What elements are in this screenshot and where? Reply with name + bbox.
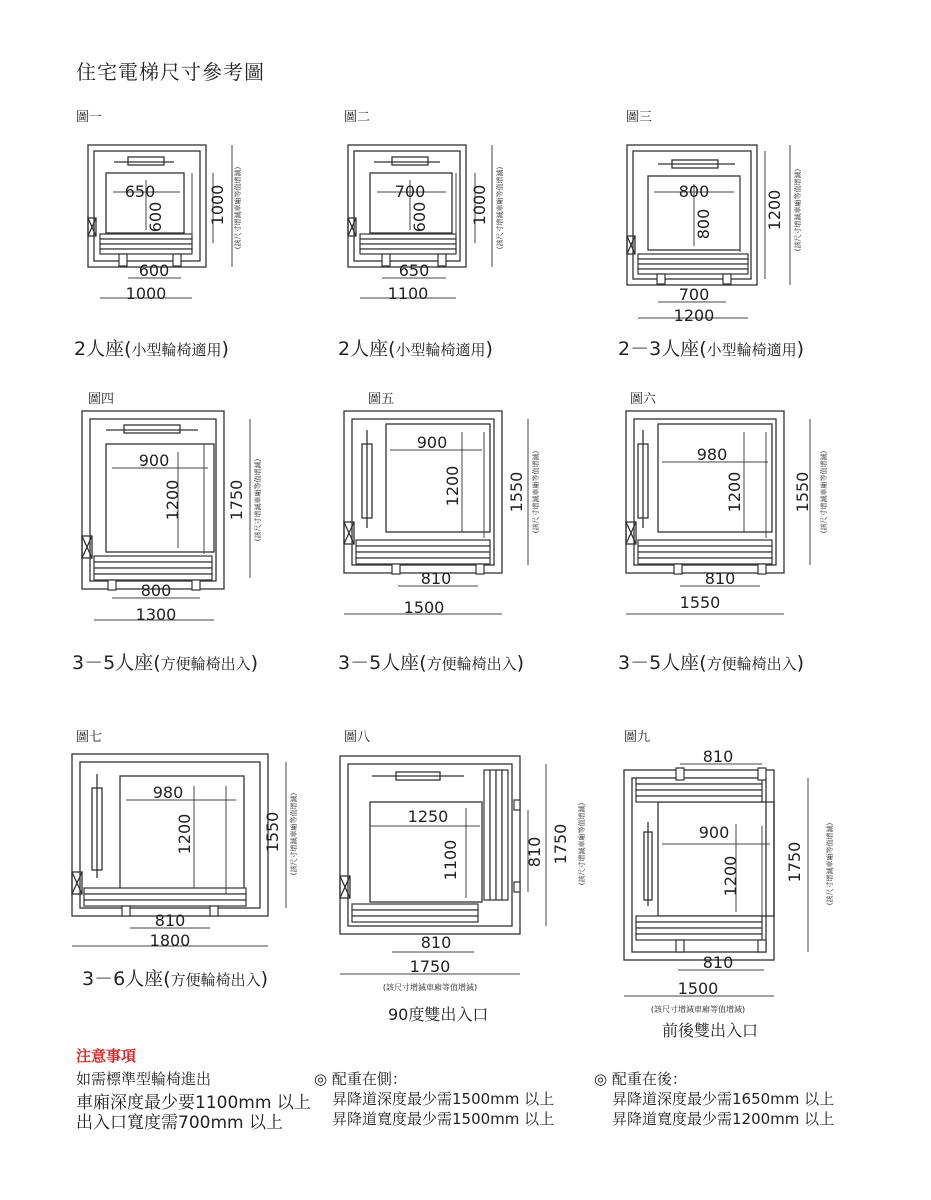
fig5-shaft-width: 1500	[403, 598, 445, 617]
note-wheelchair-2: 車廂深度最少要1100mm 以上	[76, 1093, 311, 1113]
fig3-car-width: 800	[678, 182, 710, 201]
note-wheelchair-3: 出入口寬度需700mm 以上	[76, 1113, 283, 1133]
fig1-shaft-width: 1000	[125, 284, 167, 303]
fig1-door-width: 600	[138, 261, 170, 280]
fig3-shaft-depth: 1200	[765, 189, 784, 231]
fig8-car-width: 1250	[407, 807, 449, 826]
fig3-vertical-note: (該尺寸增減車廂等值增減)	[794, 168, 802, 252]
figure-3-label: 圖三	[626, 110, 653, 125]
fig4-car-width: 900	[138, 451, 170, 470]
note-side-header: ◎ 配重在側：	[314, 1070, 407, 1088]
fig9-vertical-note: (該尺寸增減車廂等值增減)	[826, 822, 834, 906]
fig4-shaft-depth: 1750	[227, 479, 246, 521]
figure-9-label: 圖九	[624, 730, 651, 745]
fig6-vertical-note: (該尺寸增減車廂等值增減)	[820, 450, 828, 534]
figure-5-plan	[338, 408, 558, 628]
fig4-shaft-width: 1300	[135, 605, 177, 624]
fig2-shaft-width: 1100	[387, 284, 429, 303]
figure-8-label: 圖八	[344, 730, 371, 745]
fig7-shaft-width: 1800	[149, 931, 191, 950]
figure-6-label: 圖六	[630, 392, 657, 407]
fig1-shaft-depth: 1000	[208, 184, 227, 226]
figure-9-subcaption: 前後雙出入口	[662, 1021, 759, 1040]
fig8-horizontal-note: (該尺寸增減車廂等值增減)	[382, 983, 478, 992]
fig4-vertical-note: (該尺寸增減車廂等值增減)	[254, 458, 262, 542]
fig5-shaft-depth: 1550	[507, 471, 526, 513]
fig1-car-depth: 600	[146, 201, 165, 233]
fig1-vertical-note: (該尺寸增減車廂等值增減)	[234, 166, 242, 250]
notes-title: 注意事項	[76, 1047, 137, 1065]
figure-2-plan	[330, 140, 530, 310]
page-title: 住宅電梯尺寸參考圖	[76, 60, 265, 84]
fig5-car-depth: 1200	[443, 465, 462, 507]
fig3-shaft-width: 1200	[673, 306, 715, 325]
fig5-vertical-note: (該尺寸增減車廂等值增減)	[532, 450, 540, 534]
fig6-shaft-width: 1550	[679, 593, 721, 612]
fig2-car-depth: 600	[410, 201, 429, 233]
fig2-shaft-depth: 1000	[470, 184, 489, 226]
figure-3-caption: 2－3人座(小型輪椅適用)	[618, 338, 805, 360]
fig4-door-width: 800	[140, 581, 172, 600]
fig7-door-width: 810	[154, 911, 186, 930]
figure-9-plan	[618, 740, 848, 1030]
fig1-car-width: 650	[124, 182, 156, 201]
figure-4-label: 圖四	[88, 392, 115, 407]
fig6-car-width: 980	[696, 445, 728, 464]
figure-1-plan	[70, 140, 270, 310]
figure-6-plan	[620, 408, 840, 628]
fig6-door-width: 810	[704, 569, 736, 588]
fig9-top-door-width: 810	[702, 747, 734, 766]
fig2-car-width: 700	[394, 182, 426, 201]
fig3-door-width: 700	[678, 285, 710, 304]
fig3-car-depth: 800	[694, 208, 713, 240]
fig2-door-width: 650	[398, 261, 430, 280]
fig5-door-width: 810	[420, 569, 452, 588]
note-side-width: 昇降道寬度最少需1500mm 以上	[332, 1110, 555, 1128]
fig9-shaft-width: 1500	[677, 979, 719, 998]
figure-7-plan	[64, 748, 324, 958]
figure-1-label: 圖一	[76, 110, 103, 125]
fig5-car-width: 900	[416, 433, 448, 452]
figure-1-caption: 2人座(小型輪椅適用)	[74, 338, 229, 360]
note-rear-depth: 昇降道深度最少需1650mm 以上	[612, 1090, 835, 1108]
figure-3-plan	[610, 140, 820, 330]
fig8-car-depth: 1100	[441, 839, 460, 881]
fig7-car-depth: 1200	[175, 813, 194, 855]
fig9-horizontal-note: (該尺寸增減車廂等值增減)	[650, 1005, 746, 1014]
fig7-vertical-note: (該尺寸增減車廂等值增減)	[290, 792, 298, 876]
figure-2-label: 圖二	[344, 110, 371, 125]
fig8-shaft-width: 1750	[409, 957, 451, 976]
figure-8-subcaption: 90度雙出入口	[388, 1005, 489, 1024]
fig9-car-depth: 1200	[721, 855, 740, 897]
figure-7-label: 圖七	[76, 730, 103, 745]
figure-5-label: 圖五	[368, 392, 395, 407]
fig9-shaft-depth: 1750	[785, 841, 804, 883]
fig8-vertical-note: (該尺寸增減車廂等值增減)	[578, 802, 586, 886]
figure-4-plan	[74, 408, 284, 628]
note-rear-header: ◎ 配重在後：	[594, 1070, 687, 1088]
fig8-side-door: 810	[525, 836, 544, 868]
fig7-shaft-depth: 1550	[263, 811, 282, 853]
note-side-depth: 昇降道深度最少需1500mm 以上	[332, 1090, 555, 1108]
figure-5-caption: 3－5人座(方便輪椅出入)	[338, 652, 525, 674]
fig7-car-width: 980	[152, 783, 184, 802]
figure-6-caption: 3－5人座(方便輪椅出入)	[618, 652, 805, 674]
fig4-car-depth: 1200	[163, 479, 182, 521]
figure-2-caption: 2人座(小型輪椅適用)	[338, 338, 493, 360]
fig8-door-width: 810	[420, 933, 452, 952]
fig2-vertical-note: (該尺寸增減車廂等值增減)	[496, 166, 504, 250]
figure-7-caption: 3－6人座(方便輪椅出入)	[82, 968, 269, 990]
fig9-car-width: 900	[698, 823, 730, 842]
fig8-shaft-depth: 1750	[551, 823, 570, 865]
fig9-door-width: 810	[702, 953, 734, 972]
note-wheelchair-1: 如需標準型輪椅進出	[76, 1070, 212, 1088]
fig6-shaft-depth: 1550	[793, 471, 812, 513]
note-rear-width: 昇降道寬度最少需1200mm 以上	[612, 1110, 835, 1128]
fig6-car-depth: 1200	[725, 471, 744, 513]
figure-4-caption: 3－5人座(方便輪椅出入)	[72, 652, 259, 674]
figure-8-plan	[334, 748, 604, 998]
